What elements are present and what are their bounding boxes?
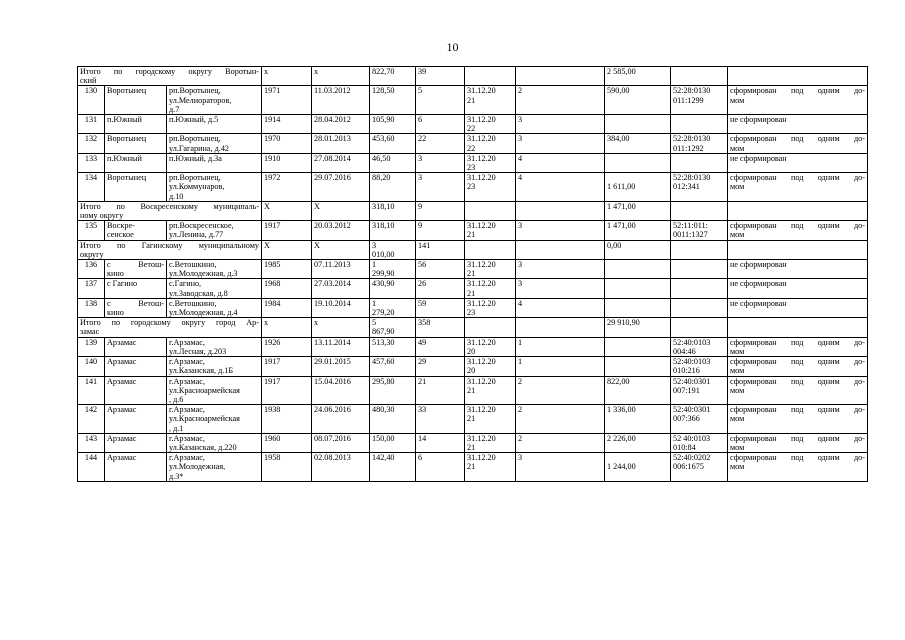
locality-cell: п.Южный [105,153,167,172]
status-cell: сформирован под одним до- мом [728,86,868,115]
area-cell: 128,50 [370,86,416,115]
cadastral-cell [671,153,728,172]
date-cell: 20.03.2012 [312,221,370,240]
cost-cell [605,115,671,134]
deadline-cell: 31.12.20 22 [465,115,516,134]
count-cell: 358 [416,318,465,337]
cost-cell: 590,00 [605,86,671,115]
cadastral-cell [671,201,728,220]
deadline-cell [465,240,516,259]
area-cell: 105,90 [370,115,416,134]
year-cell: 1985 [262,260,312,279]
area-cell: 150,00 [370,433,416,452]
address-cell: с.Ветошкино, ул.Молодежная, д.3 [167,260,262,279]
stage-cell: 4 [516,153,605,172]
address-cell: г.Арзамас, ул.Лесная, д.203 [167,337,262,356]
table-row [78,260,868,279]
count-cell: 3 [416,173,465,202]
year-cell: 1958 [262,453,312,482]
status-cell: сформирован под одним до- мом [728,453,868,482]
status-cell [728,67,868,86]
deadline-cell: 31.12.20 23 [465,298,516,317]
locality-cell: Арзамас [105,357,167,376]
address-cell: г.Арзамас, ул.Молодежная, д.3* [167,453,262,482]
area-cell: 430,90 [370,279,416,298]
status-cell: не сформирован [728,279,868,298]
table-row [78,405,868,434]
cost-cell: 1 471,00 [605,201,671,220]
cadastral-cell: 52:28:0130 011:1299 [671,86,728,115]
year-cell: х [262,318,312,337]
stage-cell [516,240,605,259]
locality-cell: Арзамас [105,376,167,405]
cost-cell [605,260,671,279]
area-cell: 1 279,20 [370,298,416,317]
status-cell: не сформирован [728,115,868,134]
status-cell: сформирован под одним до- мом [728,337,868,356]
cost-cell: 1 611,00 [605,173,671,202]
count-cell: 22 [416,134,465,153]
cost-cell: 384,00 [605,134,671,153]
area-cell: 5 867,90 [370,318,416,337]
address-cell: рп.Воротынец, ул.Коммунаров, д.10 [167,173,262,202]
year-cell: 1938 [262,405,312,434]
status-cell [728,240,868,259]
area-cell: 46,50 [370,153,416,172]
cadastral-cell: 52:11:011: 0011:1327 [671,221,728,240]
deadline-cell: 31.12.20 21 [465,453,516,482]
locality-cell: Воротынец [105,134,167,153]
status-cell: не сформирован [728,153,868,172]
table-row [78,357,868,376]
total-label: Итого по городскому округу Воротын- ский [78,67,262,86]
status-cell: сформирован под одним до- мом [728,433,868,452]
date-cell: 27.03.2014 [312,279,370,298]
address-cell: с.Ветошкино, ул.Молодежная, д.4 [167,298,262,317]
locality-cell: Арзамас [105,453,167,482]
count-cell: 14 [416,433,465,452]
row-number: 143 [78,433,105,452]
area-cell: 88,20 [370,173,416,202]
deadline-cell: 31.12.20 21 [465,221,516,240]
date-cell: 28.01.2013 [312,134,370,153]
table-row [78,337,868,356]
total-label: Итого по Гагинскому муниципальному округу [78,240,262,259]
year-cell: Х [262,240,312,259]
locality-cell: с Гагино [105,279,167,298]
row-number: 136 [78,260,105,279]
area-cell: 3 010,00 [370,240,416,259]
stage-cell: 3 [516,279,605,298]
date-cell: 15.04.2016 [312,376,370,405]
table-row [78,173,868,202]
address-cell: п.Южный, д.3а [167,153,262,172]
year-cell: 1917 [262,221,312,240]
row-number: 138 [78,298,105,317]
date-cell: Х [312,201,370,220]
cadastral-cell [671,115,728,134]
stage-cell: 2 [516,405,605,434]
date-cell: х [312,67,370,86]
count-cell: 26 [416,279,465,298]
status-cell: сформирован под одним до- мом [728,357,868,376]
table-row [78,86,868,115]
year-cell: 1960 [262,433,312,452]
cadastral-cell: 52:40:0202 006:1675 [671,453,728,482]
area-cell: 295,80 [370,376,416,405]
deadline-cell: 31.12.20 20 [465,357,516,376]
status-cell: сформирован под одним до- мом [728,134,868,153]
cost-cell [605,298,671,317]
status-cell [728,201,868,220]
cadastral-cell: 52:28:0130 011:1292 [671,134,728,153]
date-cell: 29.07.2016 [312,173,370,202]
address-cell: г.Арзамас, ул.Казанская, д.220 [167,433,262,452]
stage-cell: 2 [516,86,605,115]
total-row [78,240,868,259]
total-row [78,201,868,220]
total-row [78,318,868,337]
deadline-cell: 31.12.20 21 [465,433,516,452]
cost-cell: 0,00 [605,240,671,259]
deadline-cell: 31.12.20 23 [465,173,516,202]
deadline-cell: 31.12.20 21 [465,86,516,115]
cadastral-cell: 52:40:0301 007:191 [671,376,728,405]
deadline-cell: 31.12.20 23 [465,153,516,172]
cadastral-cell [671,298,728,317]
date-cell: 19.10.2014 [312,298,370,317]
row-number: 135 [78,221,105,240]
cadastral-cell [671,240,728,259]
stage-cell: 3 [516,115,605,134]
row-number: 144 [78,453,105,482]
count-cell: 6 [416,115,465,134]
cadastral-cell [671,260,728,279]
date-cell: 29.01.2015 [312,357,370,376]
row-number: 140 [78,357,105,376]
locality-cell: Арзамас [105,337,167,356]
stage-cell: 4 [516,298,605,317]
count-cell: 56 [416,260,465,279]
stage-cell: 3 [516,221,605,240]
address-cell: г.Арзамас, ул.Красноармейская , д.1 [167,405,262,434]
year-cell: Х [262,201,312,220]
locality-cell: Арзамас [105,405,167,434]
address-cell: рп.Воротынец, ул.Мелиораторов, д.7 [167,86,262,115]
table-row [78,433,868,452]
address-cell: г.Арзамас, ул.Красноармейская , д.6 [167,376,262,405]
stage-cell: 1 [516,337,605,356]
stage-cell [516,318,605,337]
count-cell: 9 [416,201,465,220]
status-cell: не сформирован [728,298,868,317]
count-cell: 33 [416,405,465,434]
count-cell: 6 [416,453,465,482]
row-number: 133 [78,153,105,172]
stage-cell: 3 [516,453,605,482]
year-cell: 1970 [262,134,312,153]
row-number: 137 [78,279,105,298]
area-cell: 318,10 [370,201,416,220]
status-cell [728,318,868,337]
count-cell: 39 [416,67,465,86]
address-cell: рп.Воротынец, ул.Гагарина, д.42 [167,134,262,153]
cost-cell: 1 336,00 [605,405,671,434]
row-number: 132 [78,134,105,153]
year-cell: 1917 [262,376,312,405]
locality-cell: Воскре- сенское [105,221,167,240]
stage-cell: 2 [516,376,605,405]
status-cell: не сформирован [728,260,868,279]
area-cell: 142,40 [370,453,416,482]
deadline-cell [465,201,516,220]
cadastral-cell: 52 40:0103 010:84 [671,433,728,452]
area-cell: 457,60 [370,357,416,376]
date-cell: 02.08.2013 [312,453,370,482]
deadline-cell [465,318,516,337]
deadline-cell: 31.12.20 21 [465,405,516,434]
deadline-cell: 31.12.20 21 [465,376,516,405]
cadastral-cell: 52:40:0103 010:216 [671,357,728,376]
year-cell: 1926 [262,337,312,356]
area-cell: 513,30 [370,337,416,356]
cadastral-cell: 52:40:0103 004:46 [671,337,728,356]
count-cell: 141 [416,240,465,259]
deadline-cell [465,67,516,86]
count-cell: 29 [416,357,465,376]
row-number: 134 [78,173,105,202]
deadline-cell: 31.12.20 22 [465,134,516,153]
table-row [78,453,868,482]
cadastral-cell [671,279,728,298]
total-label: Итого по Воскресенскому муниципаль- ному округу [78,201,262,220]
deadline-cell: 31.12.20 20 [465,337,516,356]
row-number: 141 [78,376,105,405]
cost-cell [605,279,671,298]
stage-cell: 2 [516,433,605,452]
table-row [78,115,868,134]
cadastral-cell [671,67,728,86]
cadastral-cell [671,318,728,337]
cost-cell [605,337,671,356]
date-cell: 28.04.2012 [312,115,370,134]
area-cell: 480,30 [370,405,416,434]
row-number: 130 [78,86,105,115]
address-cell: рп.Воскресенское, ул.Ленина, д.77 [167,221,262,240]
table-row [78,376,868,405]
date-cell: 07.11.2013 [312,260,370,279]
year-cell: 1917 [262,357,312,376]
table-row [78,279,868,298]
locality-cell: Воротынец [105,173,167,202]
stage-cell: 4 [516,173,605,202]
stage-cell [516,67,605,86]
locality-cell: с Ветош- кино [105,260,167,279]
locality-cell: Воротынец [105,86,167,115]
date-cell: 27.08.2014 [312,153,370,172]
count-cell: 49 [416,337,465,356]
locality-cell: Арзамас [105,433,167,452]
status-cell: сформирован под одним до- мом [728,221,868,240]
row-number: 139 [78,337,105,356]
stage-cell [516,201,605,220]
stage-cell: 3 [516,134,605,153]
date-cell: 24.06.2016 [312,405,370,434]
address-cell: с.Гагино, ул.Заводская, д.8 [167,279,262,298]
deadline-cell: 31.12.20 21 [465,279,516,298]
year-cell: 1984 [262,298,312,317]
year-cell: 1968 [262,279,312,298]
count-cell: 5 [416,86,465,115]
area-cell: 318,10 [370,221,416,240]
count-cell: 59 [416,298,465,317]
deadline-cell: 31.12.20 21 [465,260,516,279]
date-cell: 08.07.2016 [312,433,370,452]
total-row [78,67,868,86]
page-number: 10 [446,40,459,54]
stage-cell: 1 [516,357,605,376]
table-row [78,298,868,317]
year-cell: х [262,67,312,86]
cost-cell: 2 585,00 [605,67,671,86]
total-label: Итого по городскому округу город Ар- замас [78,318,262,337]
date-cell: Х [312,240,370,259]
cost-cell: 29 910,90 [605,318,671,337]
cost-cell [605,153,671,172]
year-cell: 1914 [262,115,312,134]
stage-cell: 3 [516,260,605,279]
locality-cell: с Ветош- кино [105,298,167,317]
date-cell: 11.03.2012 [312,86,370,115]
cost-cell [605,357,671,376]
table-row [78,134,868,153]
date-cell: х [312,318,370,337]
year-cell: 1972 [262,173,312,202]
cost-cell: 1 244,00 [605,453,671,482]
table-row [78,153,868,172]
address-cell: г.Арзамас, ул.Казанская, д.1Б [167,357,262,376]
year-cell: 1910 [262,153,312,172]
row-number: 131 [78,115,105,134]
count-cell: 21 [416,376,465,405]
status-cell: сформирован под одним до- мом [728,376,868,405]
count-cell: 3 [416,153,465,172]
status-cell: сформирован под одним до- мом [728,405,868,434]
cost-cell: 822,00 [605,376,671,405]
count-cell: 9 [416,221,465,240]
cost-cell: 1 471,00 [605,221,671,240]
registry-table [77,66,868,482]
status-cell: сформирован под одним до- мом [728,173,868,202]
area-cell: 822,70 [370,67,416,86]
address-cell: п.Южный, д.5 [167,115,262,134]
year-cell: 1971 [262,86,312,115]
cost-cell: 2 226,00 [605,433,671,452]
row-number: 142 [78,405,105,434]
area-cell: 1 299,90 [370,260,416,279]
date-cell: 13.11.2014 [312,337,370,356]
locality-cell: п.Южный [105,115,167,134]
cadastral-cell: 52:40:0301 007:366 [671,405,728,434]
table-row [78,221,868,240]
area-cell: 453,60 [370,134,416,153]
cadastral-cell: 52:28:0130 012:341 [671,173,728,202]
